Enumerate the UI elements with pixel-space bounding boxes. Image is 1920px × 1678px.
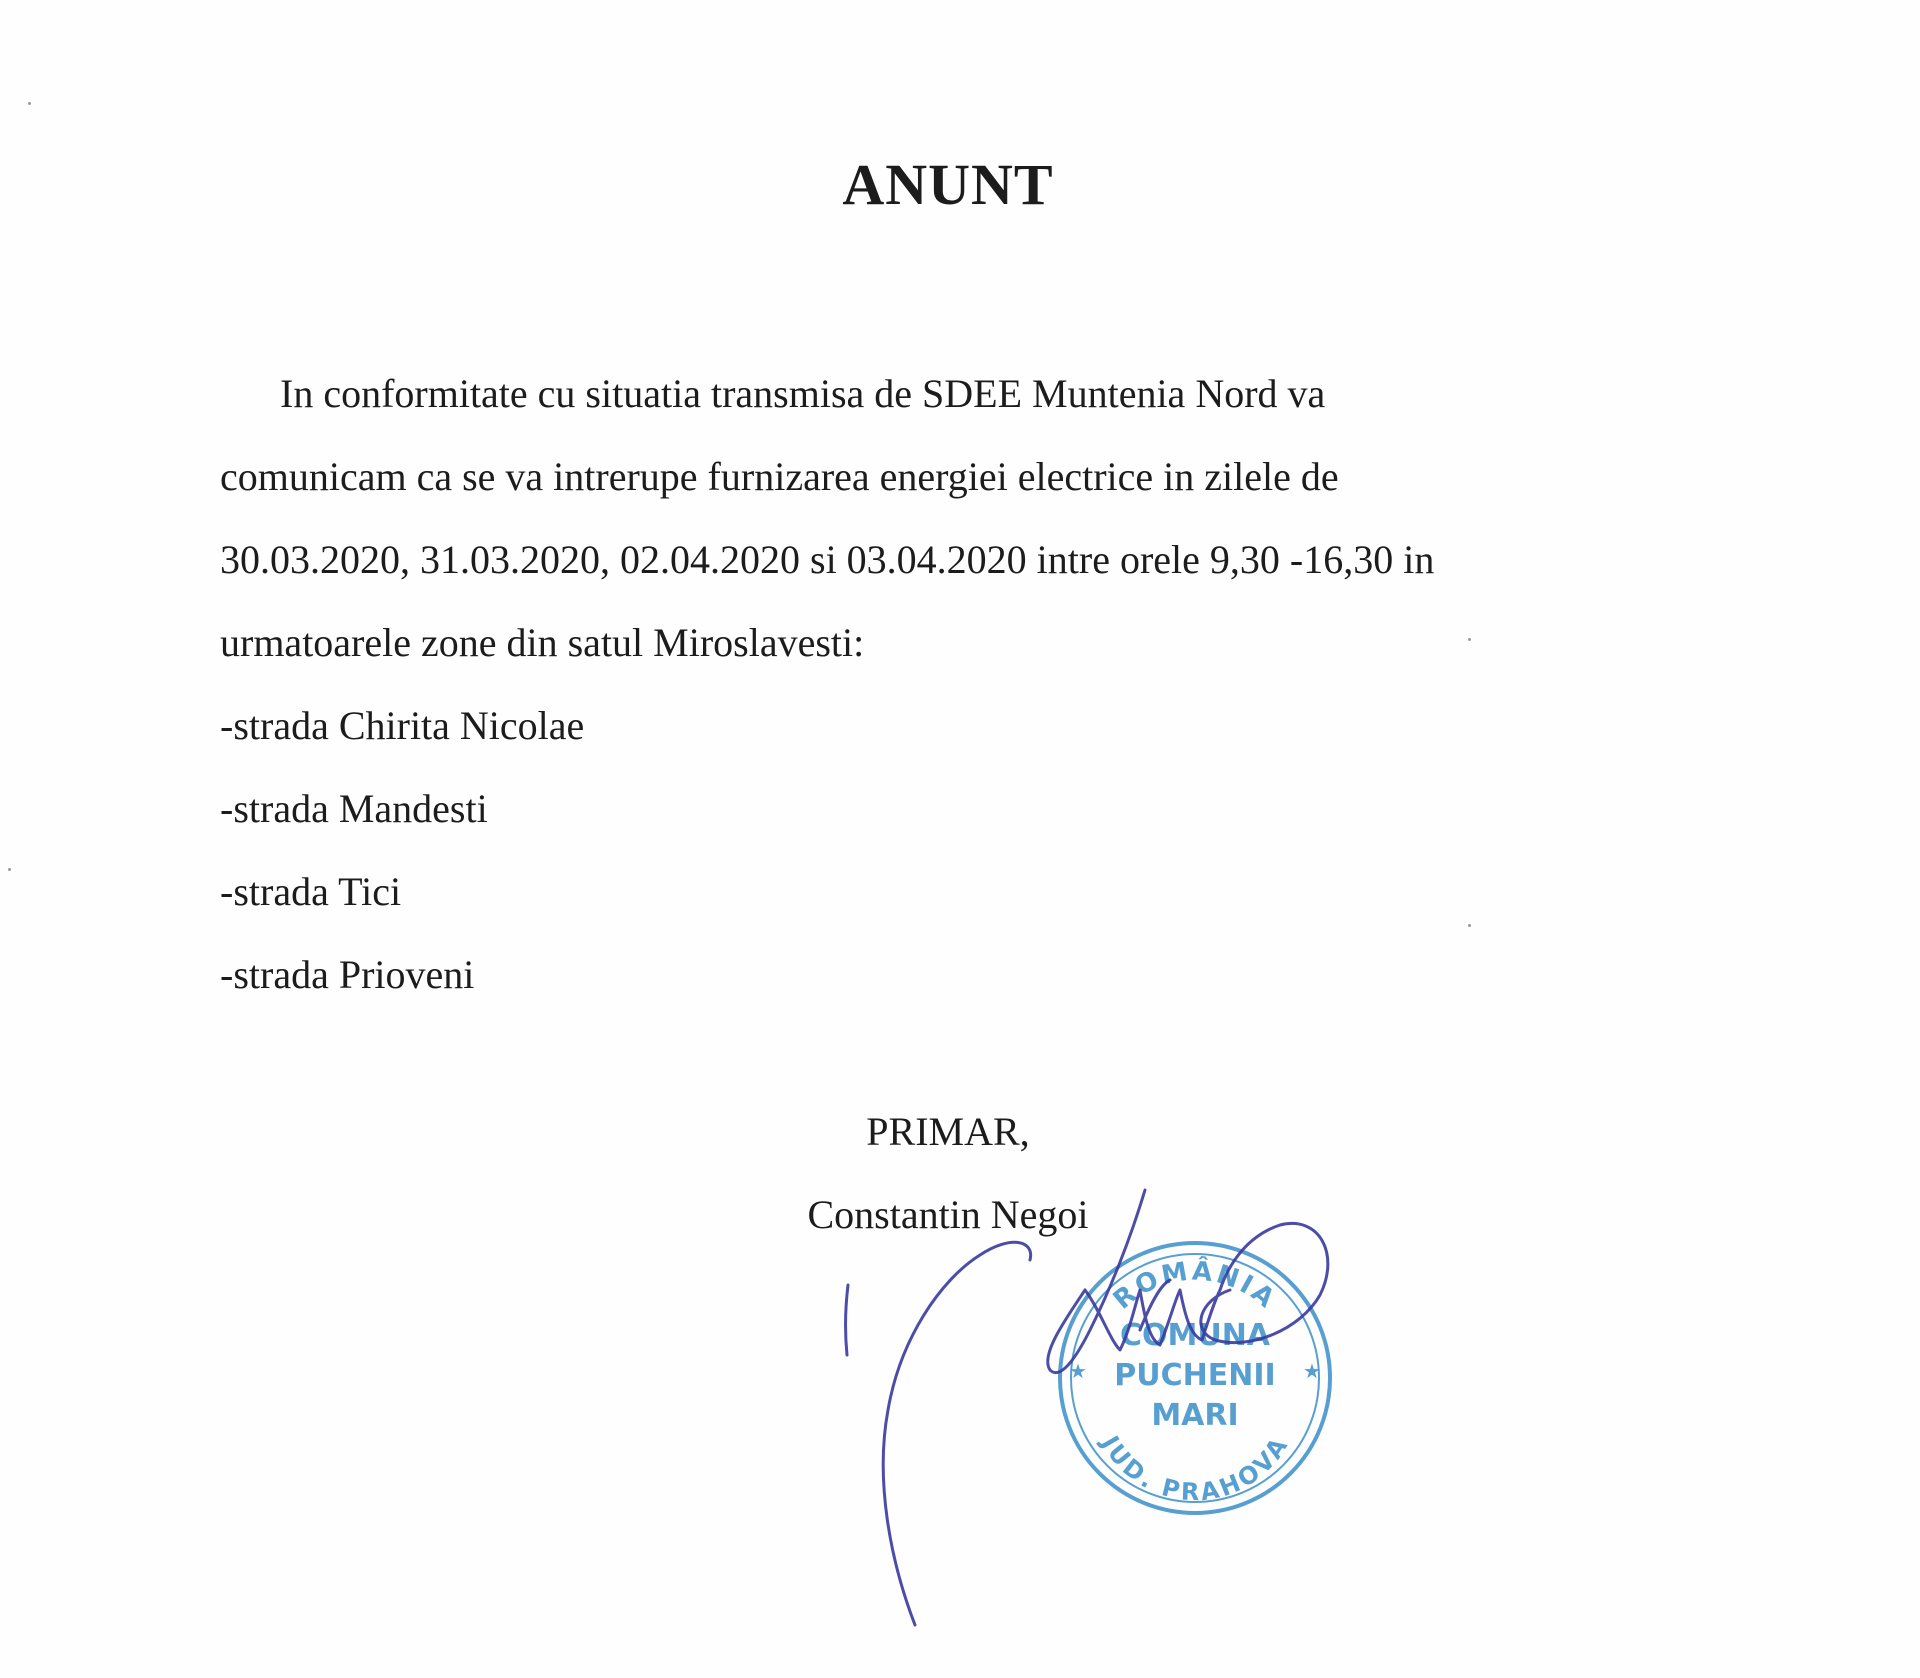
paragraph-line: In conformitate cu situatia transmisa de SDEE Muntenia Nord va (280, 371, 1326, 416)
street-item: -strada Prioveni (220, 952, 475, 997)
seal-center-line: COMUNA (1119, 1318, 1271, 1353)
paragraph-line: 30.03.2020, 31.03.2020, 02.04.2020 si 03.04.2020 intre orele 9,30 -16,30 in (220, 537, 1435, 582)
street-item: -strada Tici (220, 869, 402, 914)
announcement-body (220, 352, 1680, 1016)
scan-speck (8, 868, 11, 871)
seal-top-text: ROMÂNIA (1107, 1256, 1283, 1316)
paragraph-line: comunicam ca se va intrerupe furnizarea energiei electrice in zilele de (220, 454, 1339, 499)
seal-center-line: PUCHENII (1114, 1358, 1276, 1393)
document-title: ANUNT (842, 152, 1054, 217)
street-item: -strada Mandesti (220, 786, 488, 831)
signatory-role: PRIMAR, (866, 1109, 1030, 1154)
seal-bottom-text: JUD. PRAHOVA (1095, 1430, 1295, 1507)
scan-speck (28, 102, 31, 105)
paragraph-line: urmatoarele zone din satul Miroslavesti: (220, 620, 865, 665)
signatory-name: Constantin Negoi (807, 1192, 1089, 1237)
seal-star-icon: ★ (1069, 1359, 1087, 1383)
handwritten-signature (820, 1180, 1380, 1640)
seal-star-icon: ★ (1303, 1359, 1321, 1383)
seal-center-line: MARI (1151, 1398, 1239, 1433)
street-item: -strada Chirita Nicolae (220, 703, 585, 748)
